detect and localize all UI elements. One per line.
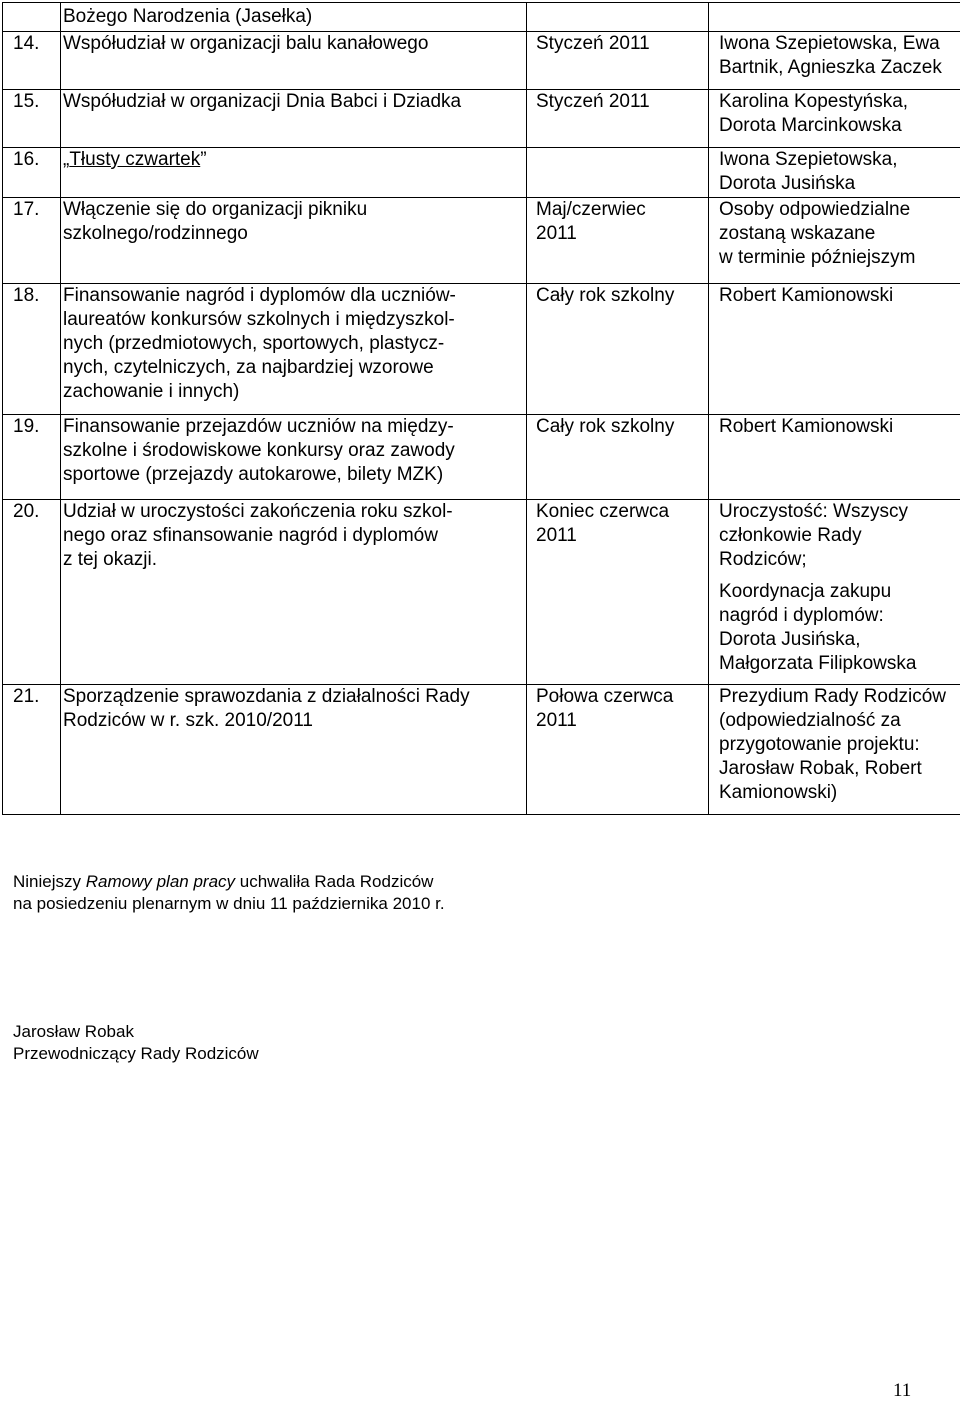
date-cell <box>527 3 709 32</box>
responsible-line: Bartnik, Agnieszka Zaczek <box>719 57 942 78</box>
responsible-line: Iwona Szepietowska, <box>719 149 898 170</box>
activity-line: Rodziców w r. szk. 2010/2011 <box>63 710 313 731</box>
activity-line: Bożego Narodzenia (Jasełka) <box>63 6 313 27</box>
responsible-line: (odpowiedzialność za <box>719 710 901 731</box>
activity-line: Udział w uroczystości zakończenia roku szkol- <box>63 501 453 522</box>
activity-line: szkolne i środowiskowe konkursy oraz zawody <box>63 440 455 461</box>
responsible-line: członkowie Rady <box>719 525 862 546</box>
row-number: 16. <box>13 149 40 170</box>
responsible-line: Karolina Kopestyńska, <box>719 91 909 112</box>
date-line: Maj/czerwiec <box>536 199 646 220</box>
date-cell <box>527 32 709 90</box>
row-number: 18. <box>13 285 40 306</box>
row-number-cell <box>3 90 61 148</box>
table-row <box>3 198 960 284</box>
date-cell <box>527 685 709 815</box>
signatory-role: Przewodniczący Rady Rodziców <box>13 1044 259 1063</box>
resolution-note <box>13 871 445 915</box>
date-line: Styczeń 2011 <box>536 91 650 112</box>
date-cell <box>527 148 709 198</box>
date-line: Połowa czerwca <box>536 686 674 707</box>
activity-line: z tej okazji. <box>63 549 157 570</box>
activity-line: Finansowanie nagród i dyplomów dla uczniów- <box>63 285 456 306</box>
row-number: 21. <box>13 686 40 707</box>
resolution-line-1: Niniejszy Ramowy plan pracy uchwaliła Rada Rodziców <box>13 872 434 891</box>
row-number-cell <box>3 500 61 685</box>
activity-cell <box>61 32 527 90</box>
activity-line: Współudział w organizacji balu kanałowego <box>63 33 429 54</box>
table-row <box>3 90 960 148</box>
responsible-line: Uroczystość: Wszyscy <box>719 501 908 522</box>
activity-line: laureatów konkursów szkolnych i międzyszkol- <box>63 309 455 330</box>
table-row <box>3 415 960 500</box>
table-row <box>3 284 960 415</box>
responsible-cell <box>709 198 960 284</box>
responsible-line: Osoby odpowiedzialne <box>719 199 911 220</box>
date-cell <box>527 500 709 685</box>
activity-line: „Tłusty czwartek” <box>63 149 207 170</box>
date-cell <box>527 284 709 415</box>
responsible-cell <box>709 90 960 148</box>
date-line: 2011 <box>536 223 577 244</box>
table-row <box>3 3 960 32</box>
activity-line: nych, czytelniczych, za najbardziej wzorowe <box>63 357 434 378</box>
signature-block <box>13 1021 259 1065</box>
row-number-cell <box>3 284 61 415</box>
date-cell <box>527 415 709 500</box>
date-line: Styczeń 2011 <box>536 33 650 54</box>
resolution-line-2: na posiedzeniu plenarnym w dniu 11 października 2010 r. <box>13 894 445 913</box>
table-row <box>3 685 960 815</box>
row-number-cell <box>3 415 61 500</box>
row-number: 15. <box>13 91 40 112</box>
date-cell <box>527 198 709 284</box>
activity-cell <box>61 500 527 685</box>
activity-cell <box>61 90 527 148</box>
responsible-line: Rodziców; <box>719 549 807 570</box>
row-number-cell <box>3 148 61 198</box>
activity-cell <box>61 685 527 815</box>
responsible-cell <box>709 415 960 500</box>
activity-line: szkolnego/rodzinnego <box>63 223 248 244</box>
activity-cell <box>61 284 527 415</box>
plan-table <box>2 2 960 815</box>
responsible-line: w terminie późniejszym <box>719 247 916 268</box>
signatory-name: Jarosław Robak <box>13 1022 134 1041</box>
activity-line: nych (przedmiotowych, sportowych, plastycz- <box>63 333 445 354</box>
activity-cell <box>61 415 527 500</box>
responsible-cell <box>709 685 960 815</box>
date-line: 2011 <box>536 710 577 731</box>
responsible-line: przygotowanie projektu: <box>719 734 920 755</box>
activity-line: Finansowanie przejazdów uczniów na między- <box>63 416 454 437</box>
activity-cell <box>61 198 527 284</box>
table-row <box>3 148 960 198</box>
activity-line: sportowe (przejazdy autokarowe, bilety MZK) <box>63 464 444 485</box>
date-line: Cały rok szkolny <box>536 416 675 437</box>
page-number: 11 <box>893 1380 912 1401</box>
plan-title: Ramowy plan pracy <box>85 872 236 891</box>
responsible-cell <box>709 500 960 685</box>
paragraph-gap <box>719 572 960 580</box>
responsible-line: zostaną wskazane <box>719 223 876 244</box>
responsible-line: Prezydium Rady Rodziców <box>719 686 947 707</box>
row-number: 14. <box>13 33 40 54</box>
responsible-line: Dorota Jusińska, <box>719 629 861 650</box>
responsible-cell <box>709 32 960 90</box>
responsible-line: Iwona Szepietowska, Ewa <box>719 33 940 54</box>
responsible-line: Jarosław Robak, Robert <box>719 758 922 779</box>
responsible-line: Kamionowski) <box>719 782 838 803</box>
responsible-cell <box>709 284 960 415</box>
activity-cell <box>61 3 527 32</box>
date-line: Cały rok szkolny <box>536 285 675 306</box>
row-number: 20. <box>13 501 40 522</box>
activity-line: nego oraz sfinansowanie nagród i dyplomów <box>63 525 438 546</box>
row-number-cell <box>3 685 61 815</box>
responsible-line: Koordynacja zakupu <box>719 581 892 602</box>
table-row <box>3 500 960 685</box>
row-number-cell <box>3 198 61 284</box>
row-number: 17. <box>13 199 40 220</box>
row-number-cell <box>3 3 61 32</box>
underlined-text: Tłusty czwartek <box>69 149 201 170</box>
responsible-line: Małgorzata Filipkowska <box>719 653 917 674</box>
responsible-cell <box>709 148 960 198</box>
responsible-line: Robert Kamionowski <box>719 416 894 437</box>
row-number-cell <box>3 32 61 90</box>
activity-line: Sporządzenie sprawozdania z działalności Rady <box>63 686 470 707</box>
date-line: 2011 <box>536 525 577 546</box>
table-row <box>3 32 960 90</box>
responsible-cell <box>709 3 960 32</box>
row-number: 19. <box>13 416 40 437</box>
responsible-line: nagród i dyplomów: <box>719 605 884 626</box>
activity-line: Współudział w organizacji Dnia Babci i Dziadka <box>63 91 462 112</box>
responsible-line: Dorota Marcinkowska <box>719 115 902 136</box>
date-line: Koniec czerwca <box>536 501 670 522</box>
responsible-line: Dorota Jusińska <box>719 173 856 194</box>
responsible-line: Robert Kamionowski <box>719 285 894 306</box>
activity-cell <box>61 148 527 198</box>
date-cell <box>527 90 709 148</box>
activity-line: Włączenie się do organizacji pikniku <box>63 199 368 220</box>
activity-line: zachowanie i innych) <box>63 381 240 402</box>
